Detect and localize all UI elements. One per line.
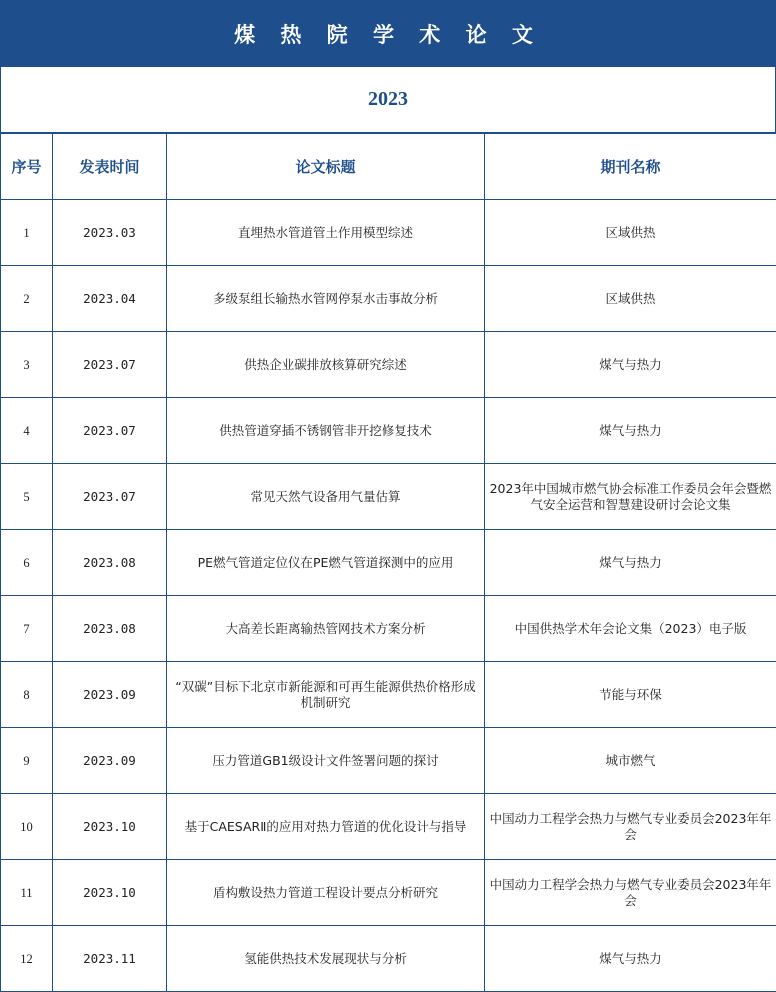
cell-date: 2023.04 — [53, 266, 167, 332]
table-row — [1, 860, 776, 926]
cell-title: “双碳”目标下北京市新能源和可再生能源供热价格形成机制研究 — [167, 662, 485, 728]
cell-index: 3 — [1, 332, 53, 398]
table-row — [1, 794, 776, 860]
cell-index: 7 — [1, 596, 53, 662]
table-row — [1, 728, 776, 794]
cell-journal: 中国动力工程学会热力与燃气专业委员会2023年年会 — [485, 794, 776, 860]
table-row — [1, 398, 776, 464]
cell-journal: 区域供热 — [485, 200, 776, 266]
cell-index: 8 — [1, 662, 53, 728]
cell-title: 常见天然气设备用气量估算 — [167, 464, 485, 530]
cell-journal: 中国动力工程学会热力与燃气专业委员会2023年年会 — [485, 860, 776, 926]
cell-date: 2023.10 — [53, 794, 167, 860]
cell-title: 压力管道GB1级设计文件签署问题的探讨 — [167, 728, 485, 794]
papers-table — [0, 133, 776, 992]
cell-journal: 煤气与热力 — [485, 398, 776, 464]
cell-journal: 区域供热 — [485, 266, 776, 332]
table-header-row — [1, 134, 776, 200]
cell-index: 10 — [1, 794, 53, 860]
cell-date: 2023.10 — [53, 860, 167, 926]
cell-index: 12 — [1, 926, 53, 992]
cell-index: 2 — [1, 266, 53, 332]
cell-index: 9 — [1, 728, 53, 794]
table-row — [1, 200, 776, 266]
header-index: 序号 — [1, 134, 53, 200]
cell-title: 多级泵组长输热水管网停泵水击事故分析 — [167, 266, 485, 332]
cell-index: 4 — [1, 398, 53, 464]
table-row — [1, 596, 776, 662]
page-title-banner — [0, 0, 776, 67]
cell-index: 5 — [1, 464, 53, 530]
cell-date: 2023.03 — [53, 200, 167, 266]
cell-title: 盾构敷设热力管道工程设计要点分析研究 — [167, 860, 485, 926]
table-row — [1, 332, 776, 398]
cell-date: 2023.11 — [53, 926, 167, 992]
cell-date: 2023.07 — [53, 332, 167, 398]
header-journal: 期刊名称 — [485, 134, 776, 200]
table-row — [1, 530, 776, 596]
cell-date: 2023.07 — [53, 398, 167, 464]
year-heading: 2023 — [0, 67, 776, 133]
cell-date: 2023.07 — [53, 464, 167, 530]
cell-index: 6 — [1, 530, 53, 596]
cell-journal: 中国供热学术年会论文集（2023）电子版 — [485, 596, 776, 662]
cell-journal: 煤气与热力 — [485, 332, 776, 398]
cell-title: PE燃气管道定位仪在PE燃气管道探测中的应用 — [167, 530, 485, 596]
cell-journal: 煤气与热力 — [485, 926, 776, 992]
cell-date: 2023.08 — [53, 530, 167, 596]
cell-date: 2023.09 — [53, 662, 167, 728]
cell-index: 1 — [1, 200, 53, 266]
cell-journal: 节能与环保 — [485, 662, 776, 728]
page-title: 煤 热 院 学 术 论 文 — [234, 19, 542, 49]
table-row — [1, 266, 776, 332]
cell-journal: 2023年中国城市燃气协会标准工作委员会年会暨燃气安全运营和智慧建设研讨会论文集 — [485, 464, 776, 530]
header-date: 发表时间 — [53, 134, 167, 200]
cell-date: 2023.09 — [53, 728, 167, 794]
table-row — [1, 464, 776, 530]
cell-title: 大高差长距离输热管网技术方案分析 — [167, 596, 485, 662]
cell-index: 11 — [1, 860, 53, 926]
cell-title: 供热企业碳排放核算研究综述 — [167, 332, 485, 398]
cell-title: 基于CAESARⅡ的应用对热力管道的优化设计与指导 — [167, 794, 485, 860]
cell-journal: 城市燃气 — [485, 728, 776, 794]
table-row — [1, 662, 776, 728]
header-title: 论文标题 — [167, 134, 485, 200]
cell-title: 供热管道穿插不锈钢管非开挖修复技术 — [167, 398, 485, 464]
cell-title: 氢能供热技术发展现状与分析 — [167, 926, 485, 992]
cell-date: 2023.08 — [53, 596, 167, 662]
cell-title: 直埋热水管道管土作用模型综述 — [167, 200, 485, 266]
cell-journal: 煤气与热力 — [485, 530, 776, 596]
table-row — [1, 926, 776, 992]
